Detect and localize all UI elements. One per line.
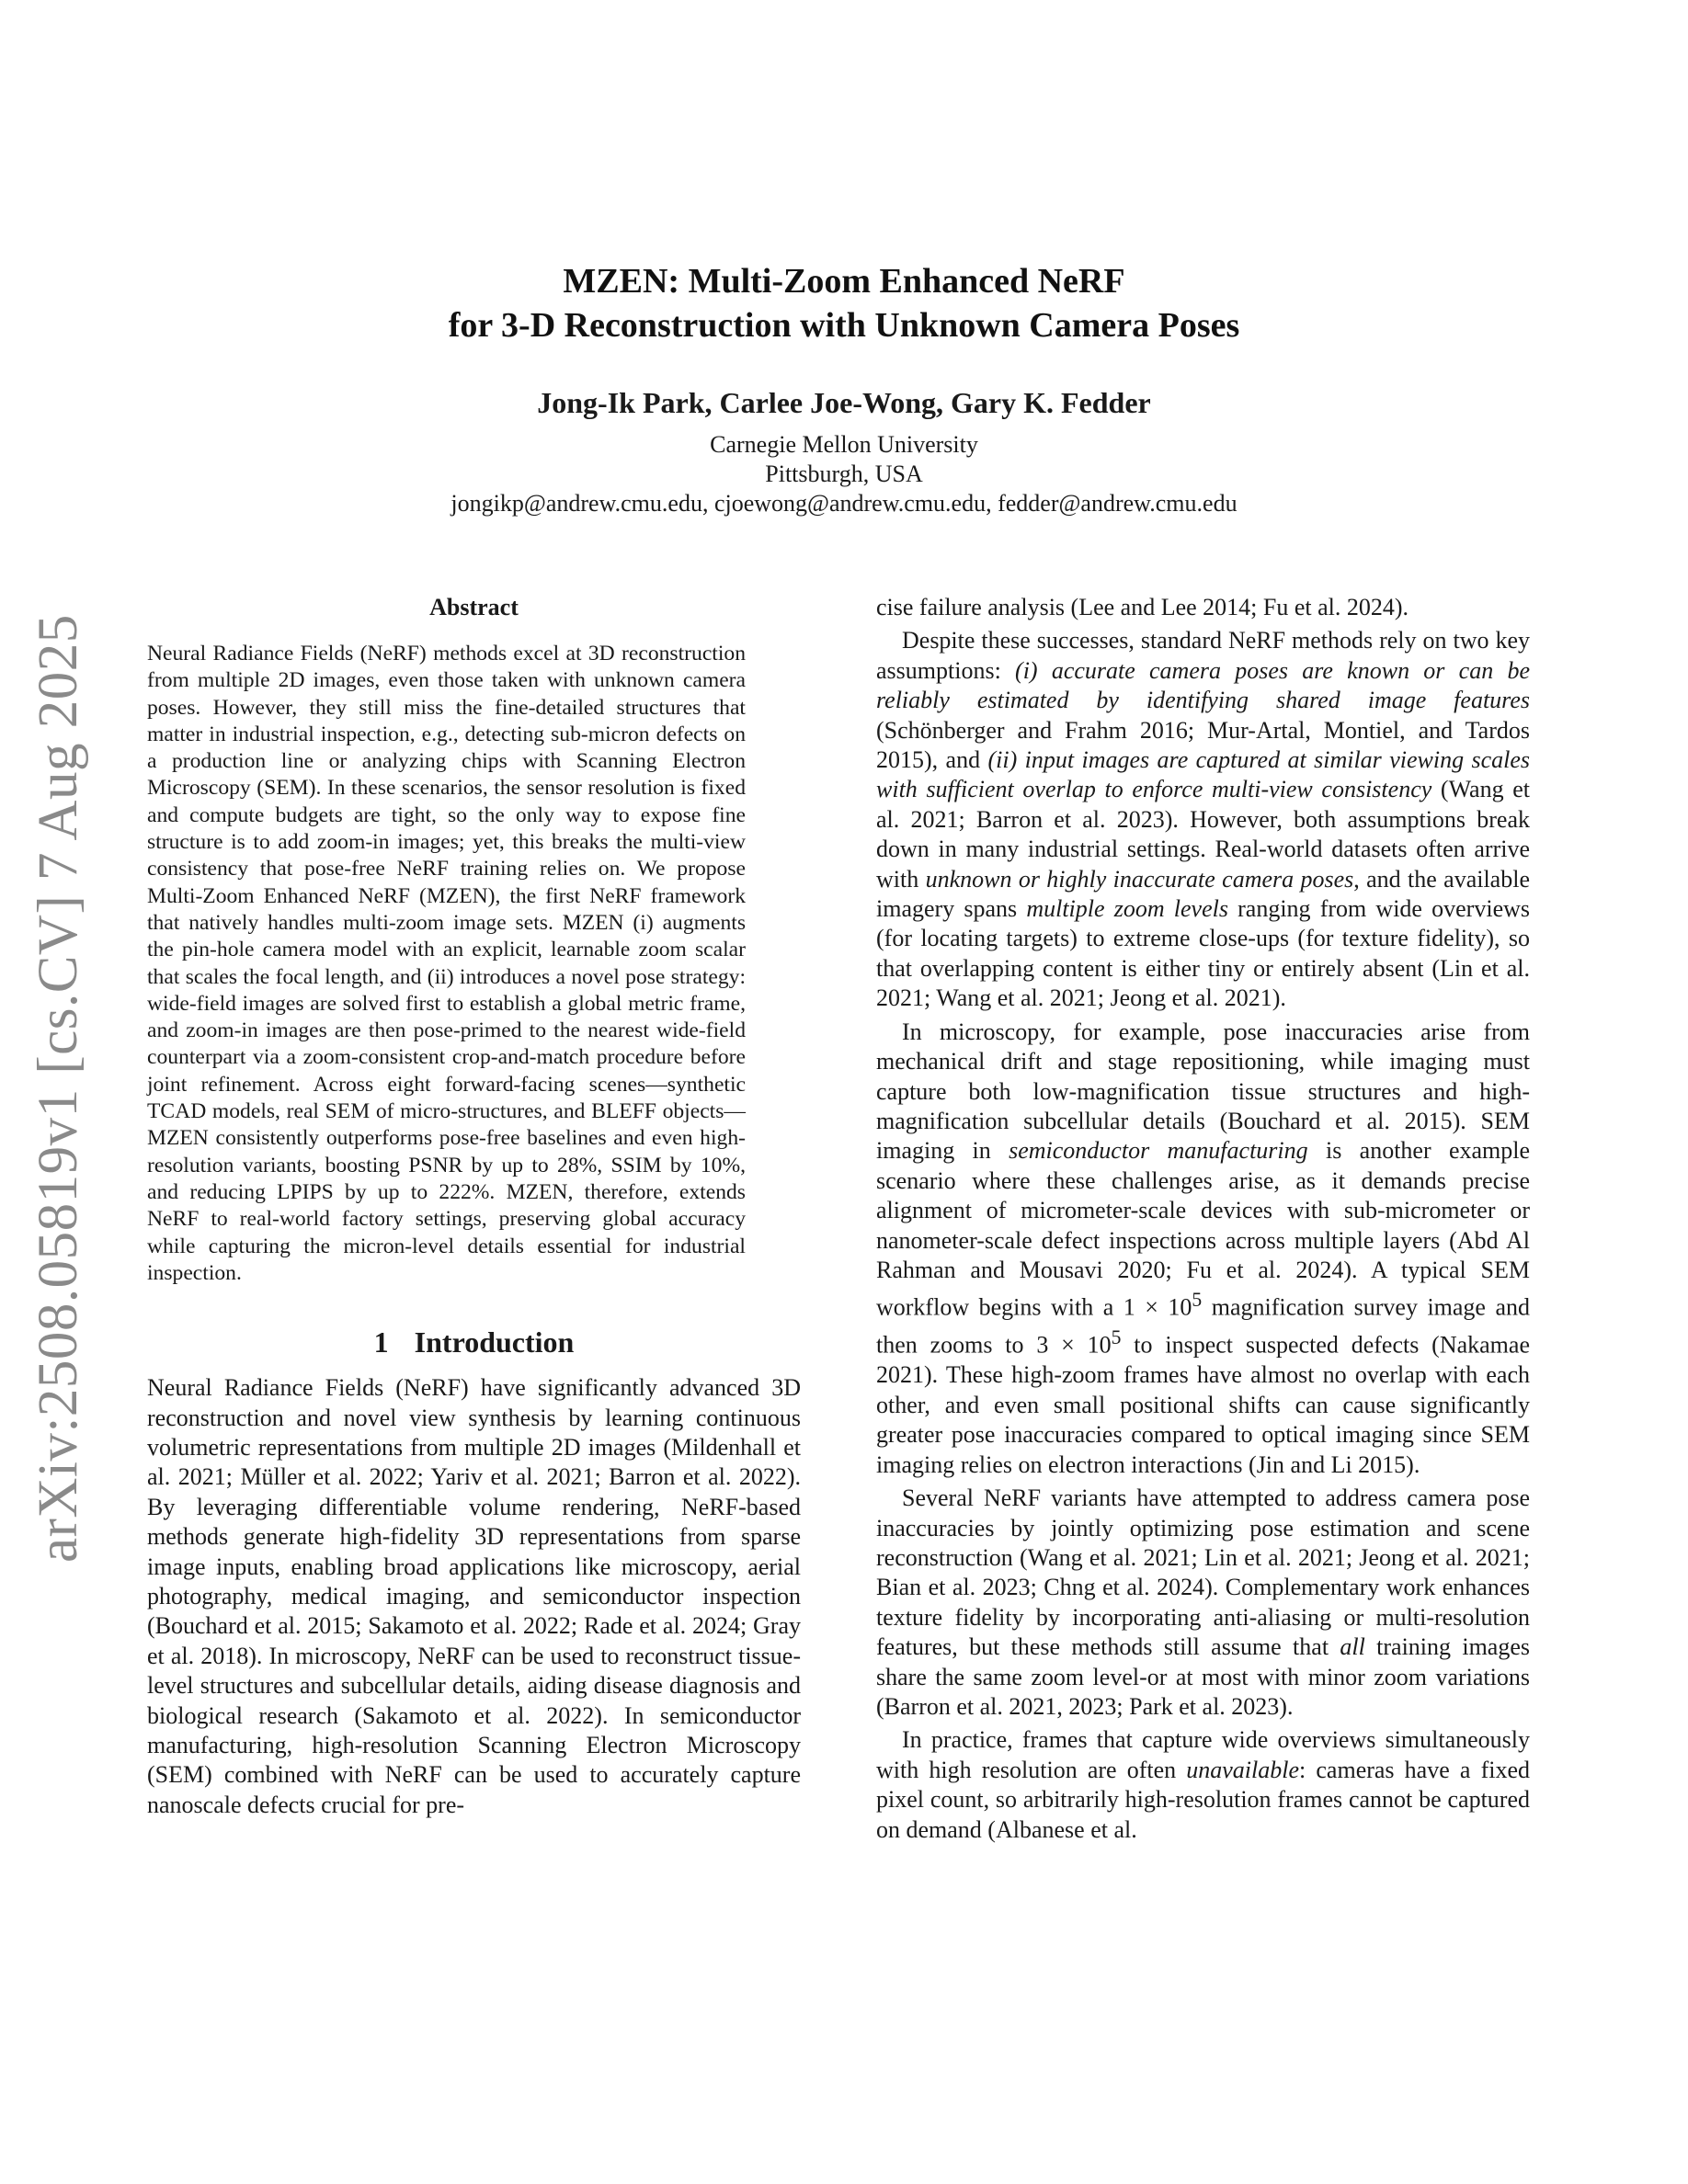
intro-paragraph-2 [876,626,1530,1013]
author-list: Jong-Ik Park, Carlee Joe-Wong, Gary K. Fedder [537,386,1151,419]
emphasis-run: (i) accurate camera poses are known or can be reliably estimated by identifying shared image features [876,656,1530,714]
paper-title [276,259,1412,347]
emphasis-run: unknown or highly inaccurate camera poses [925,865,1354,893]
title-line-1: MZEN: Multi-Zoom Enhanced NeRF [563,262,1125,301]
text-run: is another example scenario where these challenges arise, as it demands precise alignment of micrometer-scale devices with sub-micrometer or nanometer-scale defect inspections across multiple layers (Abd Al Rahman and Mousavi 2020; Fu et al. 2024). A typical SEM workflow begins with a 1 × 10 [876,1137,1531,1321]
abstract-heading: Abstract [429,594,519,620]
intro-paragraph-4 [876,1484,1530,1722]
text-run: (Wang et al. 2021; Barron et al. 2023). However, both assumptions break down in many industrial settings. Real-world datasets often arrive with [876,776,1531,893]
institution: Carnegie Mellon University [710,431,978,458]
exponent: 5 [1111,1326,1122,1349]
emphasis-run: multiple zoom levels [1026,895,1228,923]
author-emails: jongikp@andrew.cmu.edu, cjoewong@andrew.cmu.edu, fedder@andrew.cmu.edu [451,490,1237,517]
text-run: : cameras have a fixed pixel count, so arbitrarily high-resolution frames cannot be captured on demand (Albanese et al. [876,1756,1530,1843]
text-run: magnification survey image and then zooms to 3 × 10 [876,1294,1531,1359]
intro-paragraph-3 [876,1018,1530,1480]
emphasis-run: semiconductor manufacturing [1009,1137,1308,1165]
intro-paragraph-5 [876,1725,1530,1845]
left-column [147,593,801,1820]
text-run: to inspect suspected defects (Nakamae 2021). These high-zoom frames have almost no overlap with each other, and even small positional shifts can cause significantly greater pose inaccuracies compared to optical imaging since SEM imaging relies on electron interactions (Jin and Li 2015). [876,1332,1530,1478]
location: Pittsburgh, USA [765,461,923,487]
right-column [876,593,1530,1845]
intro-continuation: cise failure analysis (Lee and Lee 2014; Fu et al. 2024). [876,594,1409,620]
emphasis-run: (ii) input images are captured at similar viewing scales with sufficient overlap to enforce multi-view consistency [876,746,1530,803]
emphasis-run: unavailable [1186,1756,1300,1783]
intro-paragraph-1: Neural Radiance Fields (NeRF) have significantly advanced 3D reconstruction and novel view synthesis by learning continuous volumetric representations from multiple 2D images (Mildenhall et al. 2021; Müller et al. 2022; Yariv et al. 2021; Barron et al. 2022). By leveraging differentiable volume rendering, NeRF-based methods generate high-fidelity 3D representations from sparse image inputs, enabling broad applications like microscopy, aerial photography, medical imaging, and semiconductor inspection (Bouchard et al. 2015; Sakamoto et al. 2022; Rade et al. 2024; Gray et al. 2018). In microscopy, NeRF can be used to reconstruct tissue-level structures and subcellular details, aiding disease diagnosis and biological research (Sakamoto et al. 2022). In semiconductor manufacturing, high-resolution Scanning Electron Microscopy (SEM) combined with NeRF can be used to accurately capture nanoscale defects crucial for pre- [147,1374,801,1818]
abstract-text: Neural Radiance Fields (NeRF) methods excel at 3D reconstruction from multiple 2D images, even those taken with unknown camera poses. However, they still miss the fine-detailed structures that matter in industrial inspection, e.g., detecting sub-micron defects on a production line or analyzing chips with Scanning Electron Microscopy (SEM). In these scenarios, the sensor resolution is fixed and compute budgets are tight, so the only way to expose fine structure is to add zoom-in images; yet, this breaks the multi-view consistency that pose-free NeRF training relies on. We propose Multi-Zoom Enhanced NeRF (MZEN), the first NeRF framework that natively handles multi-zoom image sets. MZEN (i) augments the pin-hole camera model with an explicit, learnable zoom scalar that scales the focal length, and (ii) introduces a novel pose strategy: wide-field images are solved first to establish a global metric frame, and zoom-in images are then pose-primed to the nearest wide-field counterpart via a zoom-consistent crop-and-match procedure before joint refinement. Across eight forward-facing scenes—synthetic TCAD models, real SEM of micro-structures, and BLEFF objects—MZEN consistently outperforms pose-free baselines and even high-resolution variants, boosting PSNR by up to 28%, SSIM by 10%, and reducing LPIPS by up to 222%. MZEN, therefore, extends NeRF to real-world factory settings, preserving global accuracy while capturing the micron-level details essential for industrial inspection. [147,642,746,1285]
text-run: ranging from wide overviews (for locating targets) to extreme close-ups (for texture fidelity), so that overlapping content is either tiny or entirely absent (Lin et al. 2021; Wang et al. 2021; Jeong et al. 2021). [876,895,1530,1012]
section-title: Introduction [414,1325,575,1359]
affiliation [276,430,1412,518]
exponent: 5 [1192,1289,1203,1312]
text-run: In practice, frames that capture wide overviews simultaneously with high resolution are often [876,1726,1530,1783]
text-run: training images share the same zoom level-or at most with minor zoom variations (Barron et al. 2021, 2023; Park et al. 2023). [876,1633,1530,1720]
text-run: Several NeRF variants have attempted to address camera pose inaccuracies by jointly optimizing pose estimation and scene reconstruction (Wang et al. 2021; Lin et al. 2021; Jeong et al. 2021; Bian et al. 2023; Chng et al. 2024). Complementary work enhances texture fidelity by incorporating anti-aliasing or multi-resolution features, but these methods still assume that [876,1484,1530,1661]
text-run: Despite these successes, standard NeRF methods rely on two key assumptions: [876,627,1530,684]
section-heading-introduction [147,1324,801,1360]
section-number: 1 [373,1325,389,1359]
emphasis-run: all [1340,1633,1365,1661]
text-run: In microscopy, for example, pose inaccuracies arise from mechanical drift and stage repositioning, while imaging must capture both low-magnification tissue structures and high-magnification subcellular details (Bouchard et al. 2015). SEM imaging in [876,1018,1530,1165]
text-run: (Schönberger and Frahm 2016; Mur-Artal, Montiel, and Tardos 2015), and [876,716,1530,774]
text-run: , and the available imagery spans [876,865,1530,923]
title-line-2: for 3-D Reconstruction with Unknown Camera Poses [448,306,1240,345]
arxiv-identifier: arXiv:2508.05819v1 [cs.CV] 7 Aug 2025 [28,614,89,1563]
